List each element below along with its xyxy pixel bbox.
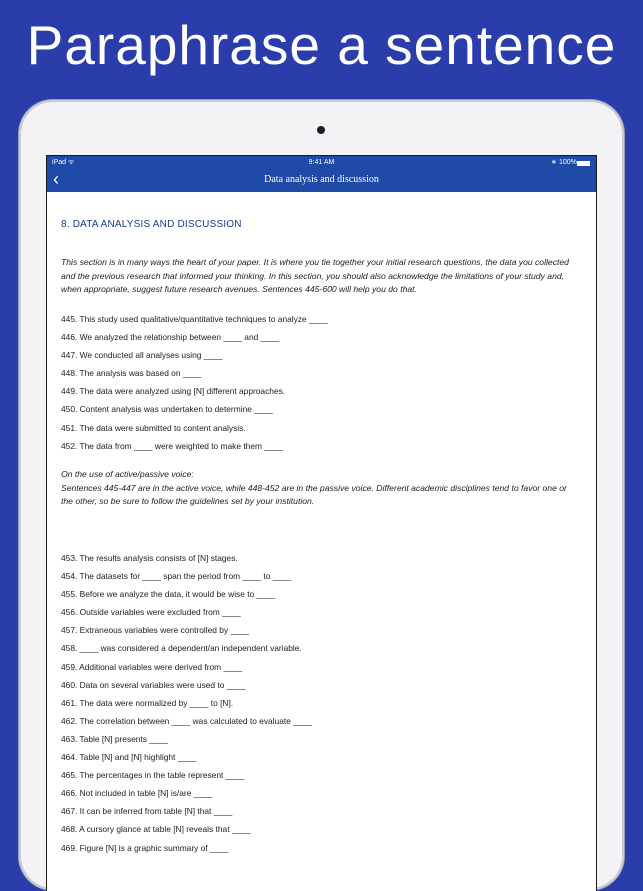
navigation-bar — [47, 156, 596, 192]
carrier-label: iPad — [52, 159, 67, 166]
sentence-list-a — [61, 310, 581, 455]
list-item: 448. The analysis was based on ____ — [61, 368, 202, 379]
list-item: 469. Figure [N] is a graphic summary of ____ — [61, 842, 229, 853]
list-item: 462. The correlation between ____ was calculated to evaluate ____ — [61, 715, 312, 726]
section-title: 8. DATA ANALYSIS AND DISCUSSION — [61, 219, 242, 230]
battery-icon — [577, 161, 590, 166]
page-title: Data analysis and discussion — [264, 174, 379, 185]
list-item: 454. The datasets for ____ span the period from ____ to ____ — [61, 571, 292, 582]
list-item: 468. A cursory glance at table [N] reveals that ____ — [61, 824, 251, 835]
list-item: 445. This study used qualitative/quantitative techniques to analyze ____ — [61, 314, 328, 324]
list-item: 465. The percentages in the table represent ____ — [61, 770, 245, 781]
app-screen — [46, 155, 597, 891]
voice-note-title: On the use of active/passive voice: — [61, 469, 194, 479]
headline: Paraphrase a sentence — [26, 14, 617, 76]
list-item: 458. ____ was considered a dependent/an independent variable. — [61, 643, 302, 654]
list-item: 447. We conducted all analyses using ____ — [61, 350, 223, 361]
list-item: 463. Table [N] presents ____ — [61, 733, 168, 744]
list-item: 450. Content analysis was undertaken to determine ____ — [61, 404, 273, 415]
back-button[interactable]: ‹ — [53, 169, 59, 189]
list-item: 466. Not included in table [N] is/are ____ — [61, 788, 213, 799]
list-item: 446. We analyzed the relationship between ____ and ____ — [61, 332, 280, 343]
list-item: 456. Outside variables were excluded from ____ — [61, 607, 241, 618]
list-item: 467. It can be inferred from table [N] that ____ — [61, 806, 233, 817]
list-item: 453. The results analysis consists of [N] stages. — [61, 553, 238, 563]
list-item: 460. Data on several variables were used to ____ — [61, 679, 246, 690]
battery-percent: 100% — [559, 159, 577, 166]
list-item: 455. Before we analyze the data, it would be wise to ____ — [61, 589, 276, 600]
list-item: 464. Table [N] and [N] highlight ____ — [61, 752, 197, 763]
status-bar — [47, 158, 596, 168]
list-item: 457. Extraneous variables were controlled by ____ — [61, 625, 250, 636]
camera-icon — [317, 126, 325, 134]
voice-note-body: Sentences 445-447 are in the active voice, while 448-452 are in the passive voice. Different academic disciplines tend to favor one or the other, so be sure to follow the guidelines set by your institution. — [61, 482, 567, 506]
ipad-frame — [19, 100, 624, 890]
clock: 9:41 AM — [308, 159, 335, 166]
bluetooth-icon: ∗ — [551, 159, 557, 166]
intro-paragraph: This section is in many ways the heart of your paper. It is where you tie together your initial research questions, the data you collected and the previous research that informed your thinking. In this section, you should also acknowledge the limitations of your study and, when appropriate, suggest future research avenues. Sentences 445-600 will help you do that. — [61, 257, 569, 294]
sentence-list-b — [61, 549, 581, 857]
list-item: 451. The data were submitted to content analysis. — [61, 422, 246, 433]
list-item: 459. Additional variables were derived from ____ — [61, 661, 243, 672]
voice-note — [61, 468, 571, 509]
wifi-icon: ᯤ — [68, 159, 75, 166]
list-item: 452. The data from ____ were weighted to make them ____ — [61, 440, 283, 451]
list-item: 449. The data were analyzed using [N] different approaches. — [61, 386, 286, 397]
list-item: 461. The data were normalized by ____ to [N]. — [61, 697, 234, 708]
